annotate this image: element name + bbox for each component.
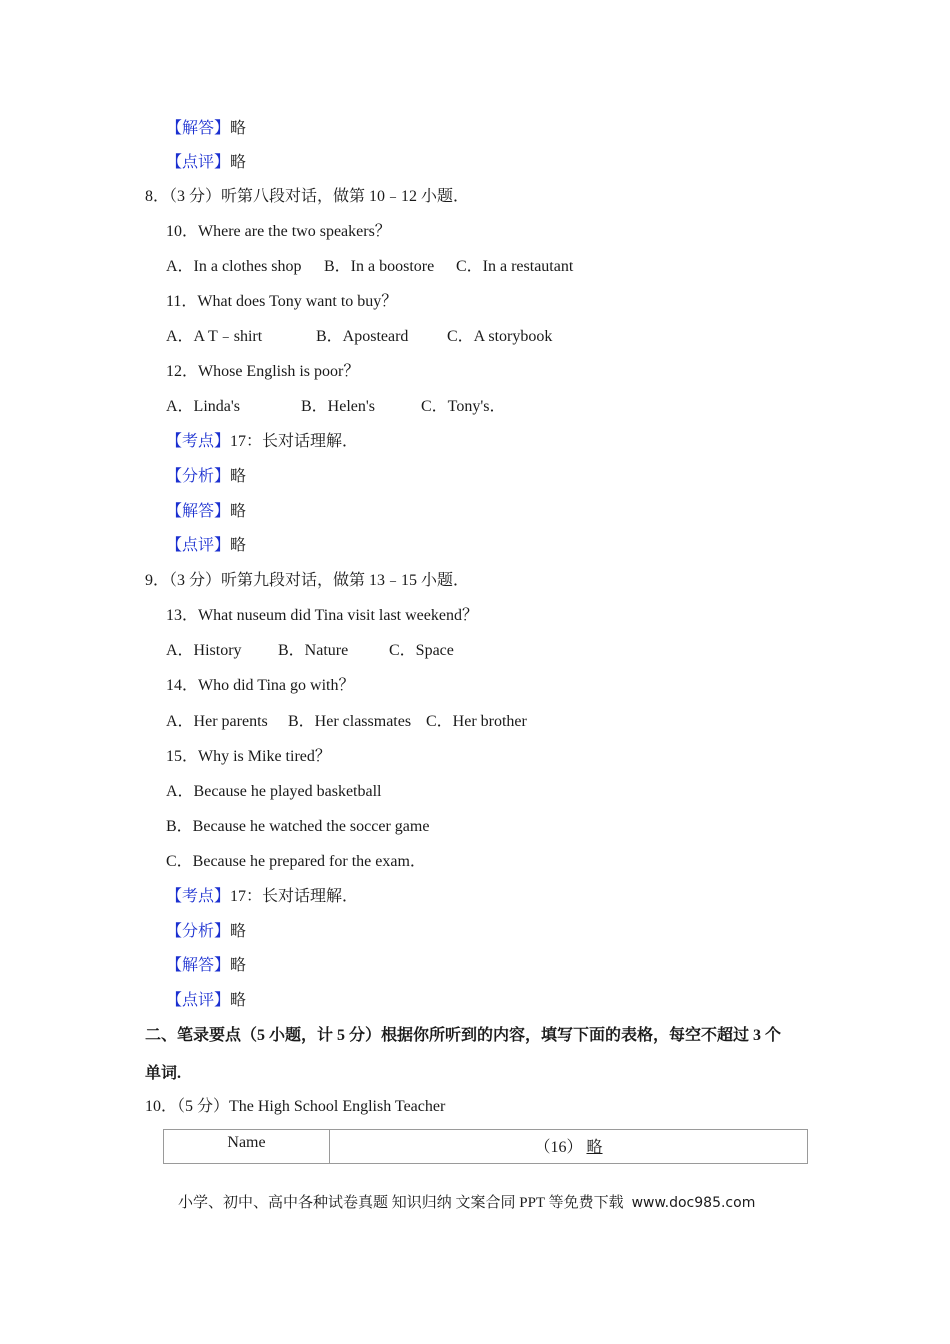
comment-tag: 【点评】 bbox=[166, 992, 231, 1009]
q10-option-a: A．In a clothes shop bbox=[166, 258, 302, 275]
q12-option-c: C．Tony's． bbox=[421, 398, 506, 415]
q10-option-b: B．In a boostore bbox=[324, 258, 435, 275]
comment-text: 略 bbox=[230, 537, 247, 554]
q13-option-b: B．Nature bbox=[278, 642, 349, 659]
comment-text: 略 bbox=[230, 992, 247, 1009]
answer-text: 略 bbox=[230, 957, 247, 974]
q12-option-a: A．Linda's bbox=[166, 398, 240, 415]
kaodian-tag: 【考点】 bbox=[166, 888, 231, 905]
q13-text: 13．What nuseum did Tina visit last weekend？ bbox=[166, 607, 478, 624]
q9-analysis bbox=[166, 922, 246, 942]
analysis-text: 略 bbox=[230, 923, 247, 940]
answer-text: 略 bbox=[230, 120, 247, 137]
kaodian-text: 17：长对话理解． bbox=[230, 433, 359, 450]
q9-answer bbox=[166, 956, 246, 976]
footer-text: 小学、初中、高中各种试卷真题 知识归纳 文案合同 PPT 等免费下载 bbox=[178, 1195, 624, 1211]
q15-text: 15．Why is Mike tired？ bbox=[166, 748, 331, 765]
answer-table bbox=[163, 1129, 808, 1164]
kaodian-text: 17：长对话理解． bbox=[230, 888, 359, 905]
q10-header: 10．（5 分）The High School English Teacher bbox=[145, 1098, 446, 1115]
q11-option-a: A．A T﹣shirt bbox=[166, 328, 263, 345]
q9-comment bbox=[166, 991, 246, 1011]
analysis-tag: 【分析】 bbox=[166, 923, 231, 940]
q10-text: 10．Where are the two speakers？ bbox=[166, 223, 391, 240]
q13-option-c: C．Space bbox=[389, 642, 454, 659]
footer-site[interactable]: www.doc985.com bbox=[631, 1195, 756, 1211]
table-answer-cell bbox=[330, 1130, 807, 1163]
q8-answer bbox=[166, 502, 246, 522]
note-comment bbox=[166, 153, 246, 173]
q12-option-b: B．Helen's bbox=[301, 398, 375, 415]
q15-option-b: B．Because he watched the soccer game bbox=[166, 818, 430, 835]
section2-title: 二、笔录要点（5 小题，计 5 分）根据你所听到的内容，填写下面的表格，每空不超过 3 个 bbox=[145, 1027, 782, 1044]
section2-title-cont: 单词. bbox=[145, 1065, 182, 1082]
analysis-text: 略 bbox=[230, 468, 247, 485]
page-footer bbox=[178, 1191, 755, 1212]
q9-kaodian bbox=[166, 887, 358, 907]
q10-option-c: C．In a restautant bbox=[456, 258, 574, 275]
blank-number: （16） bbox=[534, 1139, 583, 1156]
q9-header: 9．（3 分）听第九段对话，做第 13﹣15 小题． bbox=[145, 572, 470, 589]
comment-tag: 【点评】 bbox=[166, 154, 231, 171]
table-label-cell: Name bbox=[164, 1130, 330, 1163]
q15-option-c: C．Because he prepared for the exam． bbox=[166, 853, 426, 870]
answer-text: 略 bbox=[230, 503, 247, 520]
q11-option-c: C．A storybook bbox=[447, 328, 553, 345]
q8-comment bbox=[166, 536, 246, 556]
q11-option-b: B．Aposteard bbox=[316, 328, 409, 345]
answer-tag: 【解答】 bbox=[166, 120, 231, 137]
comment-tag: 【点评】 bbox=[166, 537, 231, 554]
q14-option-b: B．Her classmates bbox=[288, 713, 412, 730]
comment-text: 略 bbox=[230, 154, 247, 171]
q8-header: 8．（3 分）听第八段对话，做第 10﹣12 小题． bbox=[145, 188, 470, 205]
kaodian-tag: 【考点】 bbox=[166, 433, 231, 450]
q13-option-a: A．History bbox=[166, 642, 242, 659]
q8-analysis bbox=[166, 467, 246, 487]
q14-text: 14．Who did Tina go with？ bbox=[166, 677, 355, 694]
note-answer bbox=[166, 119, 246, 139]
q15-option-a: A．Because he played basketball bbox=[166, 783, 382, 800]
analysis-tag: 【分析】 bbox=[166, 468, 231, 485]
answer-tag: 【解答】 bbox=[166, 503, 231, 520]
q14-option-c: C．Her brother bbox=[426, 713, 527, 730]
q12-text: 12．Whose English is poor？ bbox=[166, 363, 360, 380]
q14-option-a: A．Her parents bbox=[166, 713, 268, 730]
q11-text: 11．What does Tony want to buy？ bbox=[166, 293, 398, 310]
answer-tag: 【解答】 bbox=[166, 957, 231, 974]
q8-kaodian bbox=[166, 432, 358, 452]
blank-answer: 略 bbox=[586, 1139, 603, 1156]
